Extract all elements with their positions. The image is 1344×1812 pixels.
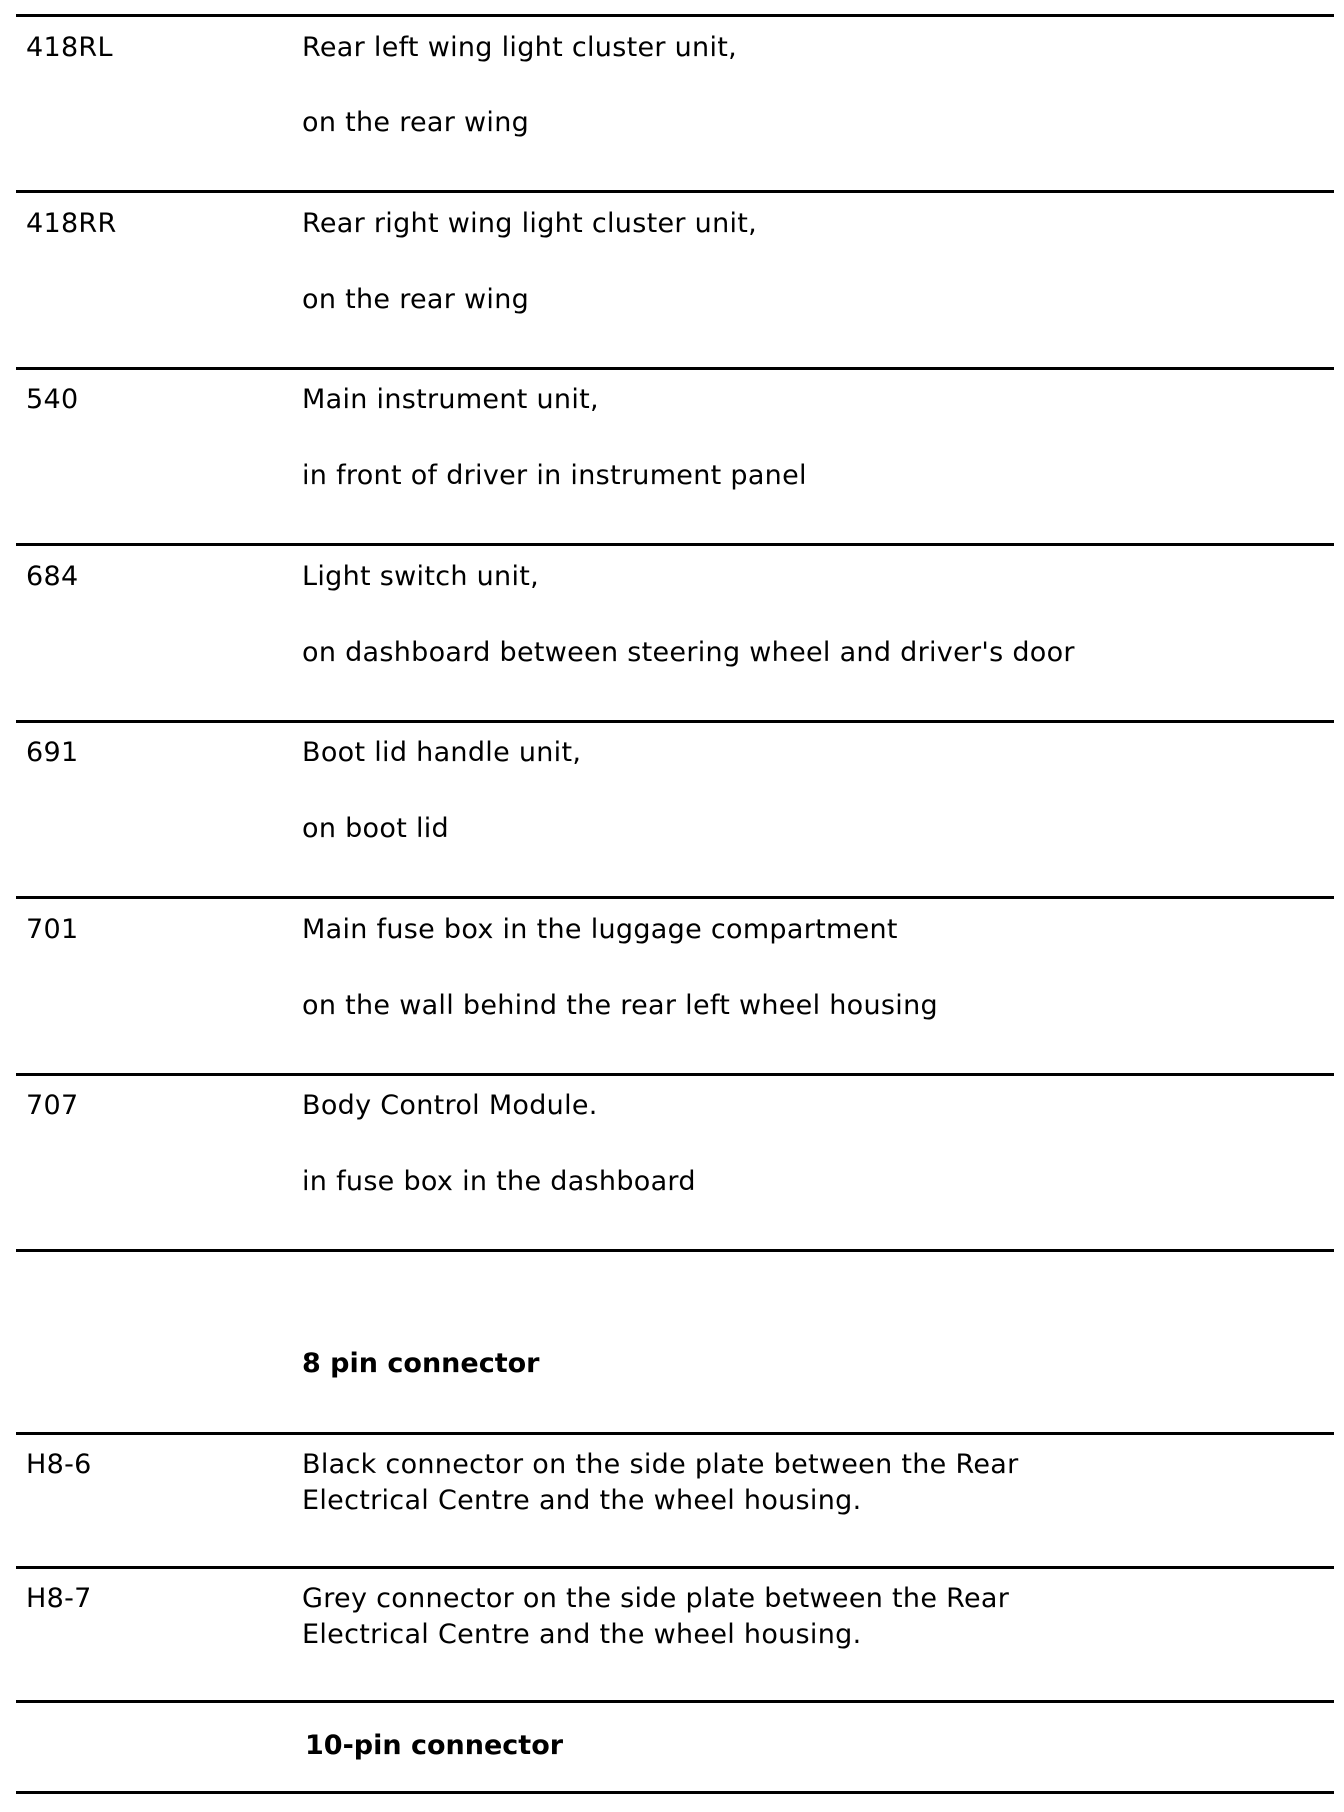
section-heading-10-pin: 10-pin connector [305,1730,564,1761]
section-heading-8-pin: 8 pin connector [302,1348,540,1379]
component-location: on the rear wing [302,284,530,315]
connector-description: Electrical Centre and the wheel housing. [302,1619,862,1650]
component-description: Main instrument unit, [302,384,599,415]
component-code: 418RR [26,208,117,239]
component-location: in fuse box in the dashboard [302,1166,696,1197]
component-code: 684 [26,561,79,592]
table-divider [16,1249,1334,1252]
connector-description: Black connector on the side plate between the Rear [302,1449,1019,1480]
connector-code: H8-7 [26,1583,92,1614]
component-description: Light switch unit, [302,561,540,592]
table-divider [16,367,1334,370]
table-divider [16,896,1334,899]
component-location: on dashboard between steering wheel and driver's door [302,637,1075,668]
table-divider [16,1791,1334,1794]
table-divider [16,1073,1334,1076]
connector-description: Grey connector on the side plate between the Rear [302,1583,1010,1614]
component-location: on boot lid [302,813,450,844]
table-divider [16,543,1334,546]
table-divider [16,1700,1334,1703]
table-divider [16,720,1334,723]
table-divider [16,1566,1334,1569]
connector-code: H8-6 [26,1449,92,1480]
component-location: on the rear wing [302,107,530,138]
component-location: on the wall behind the rear left wheel housing [302,990,938,1021]
component-description: Body Control Module. [302,1090,598,1121]
table-divider [16,1432,1334,1435]
component-code: 691 [26,737,79,768]
component-code: 540 [26,384,79,415]
component-location: in front of driver in instrument panel [302,460,807,491]
component-code: 418RL [26,32,113,63]
table-divider [16,14,1334,17]
component-description: Rear right wing light cluster unit, [302,208,758,239]
component-description: Boot lid handle unit, [302,737,582,768]
component-description: Rear left wing light cluster unit, [302,32,738,63]
component-code: 701 [26,914,79,945]
component-code: 707 [26,1090,79,1121]
table-divider [16,190,1334,193]
connector-description: Electrical Centre and the wheel housing. [302,1485,862,1516]
component-description: Main fuse box in the luggage compartment [302,914,898,945]
